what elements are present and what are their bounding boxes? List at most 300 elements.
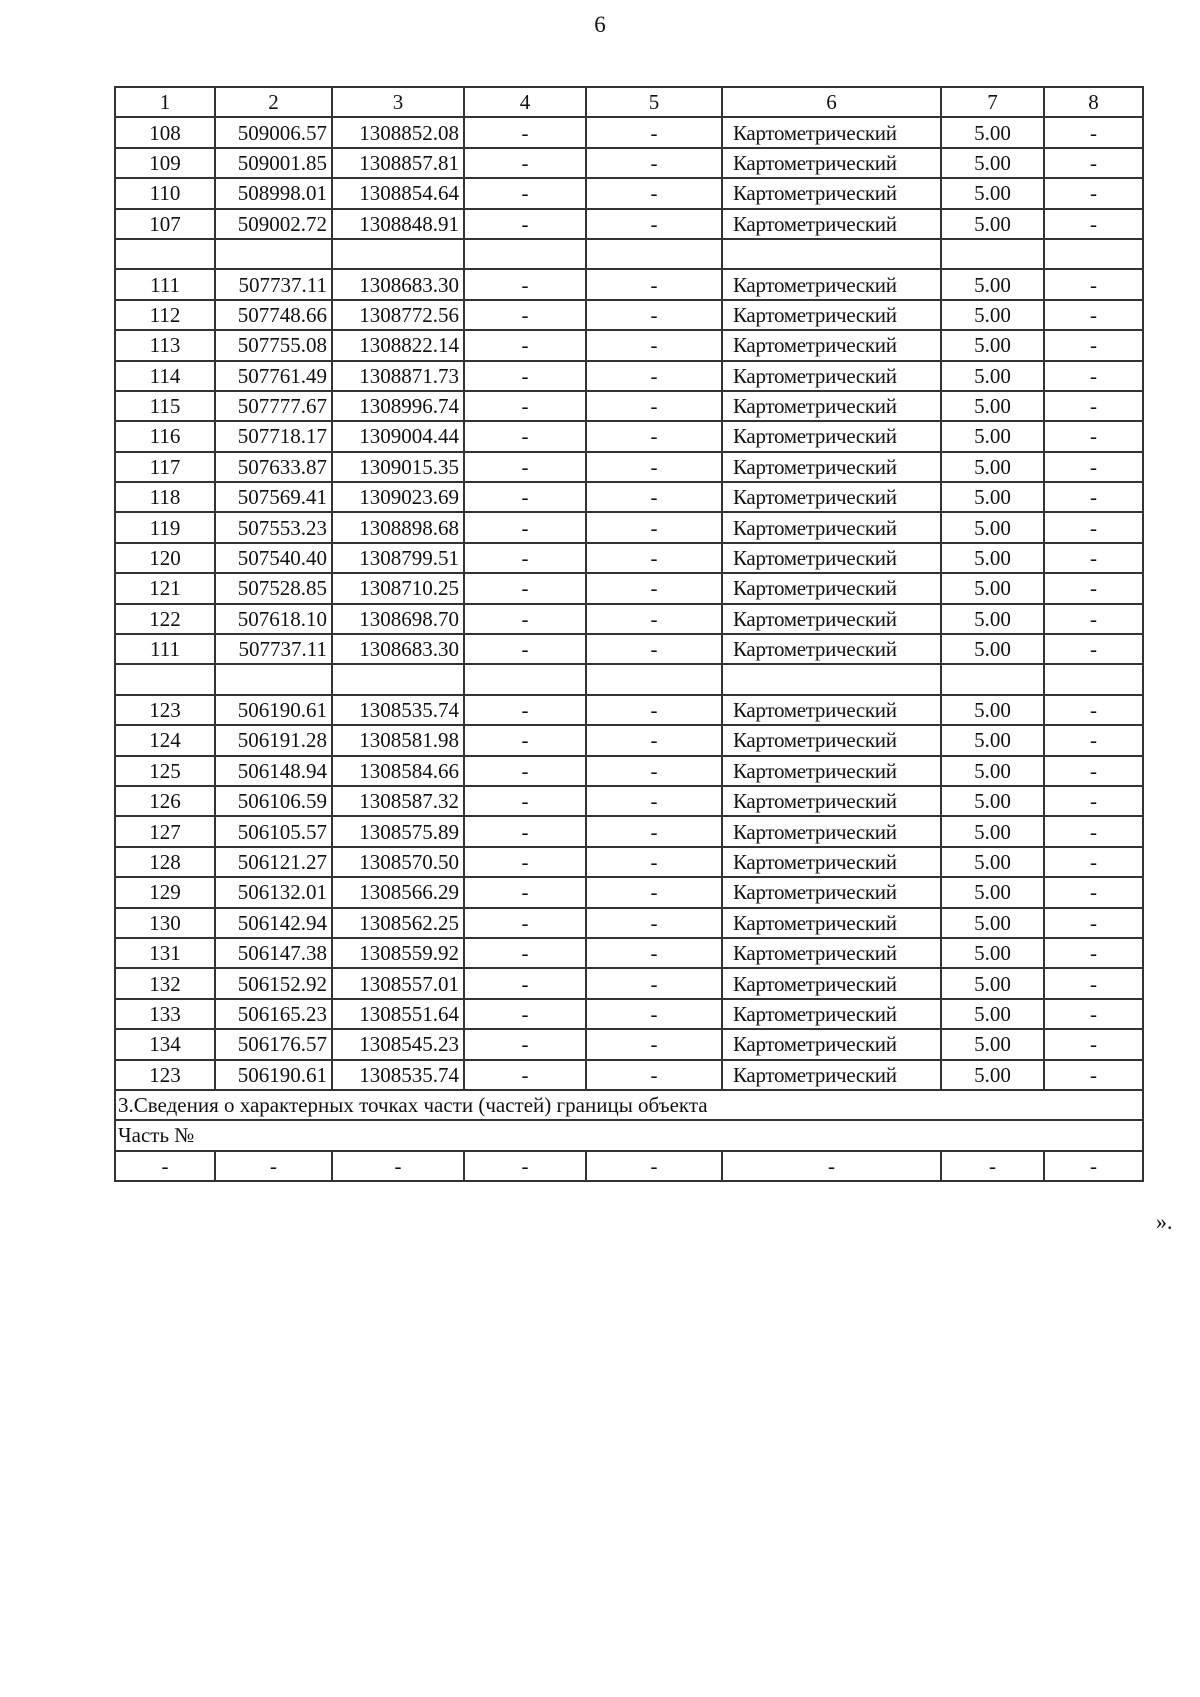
col5-cell: - bbox=[586, 999, 722, 1029]
col8-cell: - bbox=[1044, 269, 1143, 299]
x-coordinate-cell: - bbox=[215, 1151, 332, 1181]
section-row bbox=[115, 1120, 1143, 1150]
x-coordinate-cell: 507777.67 bbox=[215, 391, 332, 421]
x-coordinate-cell: 507761.49 bbox=[215, 361, 332, 391]
point-number-cell: 125 bbox=[115, 756, 215, 786]
table-row bbox=[115, 756, 1143, 786]
accuracy-cell: 5.00 bbox=[941, 482, 1044, 512]
y-coordinate-cell: 1308683.30 bbox=[332, 269, 464, 299]
accuracy-cell: 5.00 bbox=[941, 1060, 1044, 1090]
y-coordinate-cell: 1308852.08 bbox=[332, 117, 464, 147]
y-coordinate-cell: 1309023.69 bbox=[332, 482, 464, 512]
col5-cell: - bbox=[586, 1060, 722, 1090]
header-cell: 5 bbox=[586, 87, 722, 117]
method-cell: Картометрический bbox=[722, 1060, 941, 1090]
method-cell: Картометрический bbox=[722, 725, 941, 755]
col4-cell: - bbox=[464, 695, 586, 725]
x-coordinate-cell: 507540.40 bbox=[215, 543, 332, 573]
x-coordinate-cell bbox=[215, 239, 332, 269]
col8-cell: - bbox=[1044, 1060, 1143, 1090]
y-coordinate-cell: 1308822.14 bbox=[332, 330, 464, 360]
y-coordinate-cell: 1308799.51 bbox=[332, 543, 464, 573]
method-cell: Картометрический bbox=[722, 117, 941, 147]
table-row bbox=[115, 877, 1143, 907]
col4-cell: - bbox=[464, 330, 586, 360]
accuracy-cell: 5.00 bbox=[941, 178, 1044, 208]
col4-cell: - bbox=[464, 1029, 586, 1059]
point-number-cell: - bbox=[115, 1151, 215, 1181]
header-row bbox=[115, 87, 1143, 117]
accuracy-cell: 5.00 bbox=[941, 269, 1044, 299]
point-number-cell: 130 bbox=[115, 908, 215, 938]
table-row bbox=[115, 968, 1143, 998]
table-row bbox=[115, 543, 1143, 573]
x-coordinate-cell: 507737.11 bbox=[215, 269, 332, 299]
col5-cell: - bbox=[586, 209, 722, 239]
spacer-row bbox=[115, 664, 1143, 694]
table-row bbox=[115, 847, 1143, 877]
col5-cell: - bbox=[586, 877, 722, 907]
x-coordinate-cell: 507569.41 bbox=[215, 482, 332, 512]
col5-cell: - bbox=[586, 604, 722, 634]
col5-cell: - bbox=[586, 117, 722, 147]
header-cell: 1 bbox=[115, 87, 215, 117]
header-cell: 8 bbox=[1044, 87, 1143, 117]
accuracy-cell: 5.00 bbox=[941, 786, 1044, 816]
accuracy-cell: 5.00 bbox=[941, 421, 1044, 451]
col5-cell: - bbox=[586, 391, 722, 421]
accuracy-cell: 5.00 bbox=[941, 938, 1044, 968]
col8-cell: - bbox=[1044, 756, 1143, 786]
accuracy-cell: 5.00 bbox=[941, 209, 1044, 239]
table-row bbox=[115, 452, 1143, 482]
method-cell: Картометрический bbox=[722, 604, 941, 634]
col4-cell: - bbox=[464, 756, 586, 786]
point-number-cell: 119 bbox=[115, 512, 215, 542]
y-coordinate-cell: 1308683.30 bbox=[332, 634, 464, 664]
table-row bbox=[115, 1060, 1143, 1090]
accuracy-cell: 5.00 bbox=[941, 634, 1044, 664]
col4-cell: - bbox=[464, 117, 586, 147]
col8-cell: - bbox=[1044, 148, 1143, 178]
col8-cell: - bbox=[1044, 330, 1143, 360]
point-number-cell: 110 bbox=[115, 178, 215, 208]
accuracy-cell: 5.00 bbox=[941, 148, 1044, 178]
x-coordinate-cell: 508998.01 bbox=[215, 178, 332, 208]
x-coordinate-cell: 507718.17 bbox=[215, 421, 332, 451]
method-cell: Картометрический bbox=[722, 543, 941, 573]
point-number-cell: 108 bbox=[115, 117, 215, 147]
col4-cell: - bbox=[464, 452, 586, 482]
method-cell: Картометрический bbox=[722, 1029, 941, 1059]
point-number-cell: 132 bbox=[115, 968, 215, 998]
x-coordinate-cell bbox=[215, 664, 332, 694]
point-number-cell: 133 bbox=[115, 999, 215, 1029]
coordinates-table bbox=[114, 86, 1144, 1182]
table-row bbox=[115, 117, 1143, 147]
x-coordinate-cell: 506148.94 bbox=[215, 756, 332, 786]
method-cell: Картометрический bbox=[722, 999, 941, 1029]
table-row bbox=[115, 816, 1143, 846]
y-coordinate-cell: 1308857.81 bbox=[332, 148, 464, 178]
point-number-cell: 131 bbox=[115, 938, 215, 968]
point-number-cell: 120 bbox=[115, 543, 215, 573]
col5-cell: - bbox=[586, 847, 722, 877]
col5-cell bbox=[586, 239, 722, 269]
col4-cell: - bbox=[464, 816, 586, 846]
y-coordinate-cell: 1308848.91 bbox=[332, 209, 464, 239]
y-coordinate-cell: 1308996.74 bbox=[332, 391, 464, 421]
method-cell: Картометрический bbox=[722, 695, 941, 725]
col5-cell: - bbox=[586, 695, 722, 725]
col5-cell: - bbox=[586, 1151, 722, 1181]
table-body bbox=[115, 87, 1143, 1181]
y-coordinate-cell: 1308710.25 bbox=[332, 573, 464, 603]
point-number-cell bbox=[115, 239, 215, 269]
table-row bbox=[115, 421, 1143, 451]
header-cell: 6 bbox=[722, 87, 941, 117]
col4-cell: - bbox=[464, 543, 586, 573]
col8-cell: - bbox=[1044, 816, 1143, 846]
col8-cell: - bbox=[1044, 421, 1143, 451]
y-coordinate-cell: 1308557.01 bbox=[332, 968, 464, 998]
point-number-cell: 124 bbox=[115, 725, 215, 755]
col8-cell: - bbox=[1044, 938, 1143, 968]
col4-cell: - bbox=[464, 938, 586, 968]
accuracy-cell: 5.00 bbox=[941, 968, 1044, 998]
y-coordinate-cell bbox=[332, 239, 464, 269]
col8-cell: - bbox=[1044, 117, 1143, 147]
method-cell: Картометрический bbox=[722, 178, 941, 208]
col4-cell: - bbox=[464, 786, 586, 816]
method-cell: Картометрический bbox=[722, 300, 941, 330]
col4-cell: - bbox=[464, 148, 586, 178]
col5-cell: - bbox=[586, 361, 722, 391]
x-coordinate-cell: 509002.72 bbox=[215, 209, 332, 239]
table-row bbox=[115, 908, 1143, 938]
col8-cell bbox=[1044, 664, 1143, 694]
method-cell: Картометрический bbox=[722, 330, 941, 360]
col8-cell: - bbox=[1044, 908, 1143, 938]
col8-cell: - bbox=[1044, 695, 1143, 725]
col5-cell: - bbox=[586, 452, 722, 482]
x-coordinate-cell: 506121.27 bbox=[215, 847, 332, 877]
y-coordinate-cell: 1308575.89 bbox=[332, 816, 464, 846]
col5-cell: - bbox=[586, 573, 722, 603]
point-number-cell: 109 bbox=[115, 148, 215, 178]
table-row bbox=[115, 330, 1143, 360]
x-coordinate-cell: 507748.66 bbox=[215, 300, 332, 330]
table-row bbox=[115, 1151, 1143, 1181]
y-coordinate-cell: 1308698.70 bbox=[332, 604, 464, 634]
col5-cell: - bbox=[586, 968, 722, 998]
header-cell: 3 bbox=[332, 87, 464, 117]
table-row bbox=[115, 725, 1143, 755]
col8-cell: - bbox=[1044, 573, 1143, 603]
col4-cell: - bbox=[464, 361, 586, 391]
method-cell: Картометрический bbox=[722, 908, 941, 938]
table-row bbox=[115, 391, 1143, 421]
col4-cell: - bbox=[464, 209, 586, 239]
col5-cell: - bbox=[586, 908, 722, 938]
y-coordinate-cell: 1308581.98 bbox=[332, 725, 464, 755]
col4-cell: - bbox=[464, 482, 586, 512]
point-number-cell: 118 bbox=[115, 482, 215, 512]
table-row bbox=[115, 938, 1143, 968]
x-coordinate-cell: 506190.61 bbox=[215, 695, 332, 725]
col4-cell: - bbox=[464, 573, 586, 603]
col8-cell: - bbox=[1044, 209, 1143, 239]
x-coordinate-cell: 506176.57 bbox=[215, 1029, 332, 1059]
accuracy-cell: 5.00 bbox=[941, 1029, 1044, 1059]
accuracy-cell bbox=[941, 239, 1044, 269]
x-coordinate-cell: 506147.38 bbox=[215, 938, 332, 968]
col8-cell: - bbox=[1044, 452, 1143, 482]
table-row bbox=[115, 482, 1143, 512]
col8-cell: - bbox=[1044, 999, 1143, 1029]
x-coordinate-cell: 506165.23 bbox=[215, 999, 332, 1029]
method-cell bbox=[722, 239, 941, 269]
y-coordinate-cell: 1308587.32 bbox=[332, 786, 464, 816]
x-coordinate-cell: 507553.23 bbox=[215, 512, 332, 542]
header-cell: 2 bbox=[215, 87, 332, 117]
col5-cell: - bbox=[586, 543, 722, 573]
method-cell: Картометрический bbox=[722, 482, 941, 512]
col8-cell: - bbox=[1044, 847, 1143, 877]
accuracy-cell: 5.00 bbox=[941, 543, 1044, 573]
accuracy-cell: 5.00 bbox=[941, 847, 1044, 877]
table-row bbox=[115, 634, 1143, 664]
method-cell: - bbox=[722, 1151, 941, 1181]
x-coordinate-cell: 506132.01 bbox=[215, 877, 332, 907]
y-coordinate-cell: 1308854.64 bbox=[332, 178, 464, 208]
col8-cell: - bbox=[1044, 300, 1143, 330]
y-coordinate-cell: 1308535.74 bbox=[332, 695, 464, 725]
col8-cell: - bbox=[1044, 634, 1143, 664]
table-row bbox=[115, 604, 1143, 634]
col8-cell: - bbox=[1044, 361, 1143, 391]
accuracy-cell: - bbox=[941, 1151, 1044, 1181]
accuracy-cell bbox=[941, 664, 1044, 694]
accuracy-cell: 5.00 bbox=[941, 117, 1044, 147]
table-row bbox=[115, 300, 1143, 330]
col4-cell bbox=[464, 239, 586, 269]
col5-cell: - bbox=[586, 725, 722, 755]
col4-cell: - bbox=[464, 512, 586, 542]
method-cell: Картометрический bbox=[722, 968, 941, 998]
col8-cell: - bbox=[1044, 968, 1143, 998]
col8-cell: - bbox=[1044, 786, 1143, 816]
method-cell: Картометрический bbox=[722, 269, 941, 299]
accuracy-cell: 5.00 bbox=[941, 330, 1044, 360]
method-cell: Картометрический bbox=[722, 938, 941, 968]
table-row bbox=[115, 512, 1143, 542]
accuracy-cell: 5.00 bbox=[941, 361, 1044, 391]
col4-cell: - bbox=[464, 269, 586, 299]
method-cell: Картометрический bbox=[722, 391, 941, 421]
table-row bbox=[115, 999, 1143, 1029]
x-coordinate-cell: 507528.85 bbox=[215, 573, 332, 603]
section-cell: Часть № bbox=[115, 1120, 1143, 1150]
col5-cell: - bbox=[586, 330, 722, 360]
y-coordinate-cell bbox=[332, 664, 464, 694]
y-coordinate-cell: 1308584.66 bbox=[332, 756, 464, 786]
point-number-cell: 129 bbox=[115, 877, 215, 907]
accuracy-cell: 5.00 bbox=[941, 604, 1044, 634]
method-cell: Картометрический bbox=[722, 361, 941, 391]
point-number-cell: 123 bbox=[115, 695, 215, 725]
col8-cell: - bbox=[1044, 178, 1143, 208]
method-cell: Картометрический bbox=[722, 209, 941, 239]
point-number-cell: 111 bbox=[115, 269, 215, 299]
point-number-cell: 113 bbox=[115, 330, 215, 360]
section-row bbox=[115, 1090, 1143, 1120]
y-coordinate-cell: 1308562.25 bbox=[332, 908, 464, 938]
point-number-cell: 128 bbox=[115, 847, 215, 877]
method-cell: Картометрический bbox=[722, 512, 941, 542]
table-row bbox=[115, 269, 1143, 299]
point-number-cell: 127 bbox=[115, 816, 215, 846]
col5-cell: - bbox=[586, 756, 722, 786]
table-row bbox=[115, 209, 1143, 239]
point-number-cell: 112 bbox=[115, 300, 215, 330]
y-coordinate-cell: 1308570.50 bbox=[332, 847, 464, 877]
method-cell: Картометрический bbox=[722, 452, 941, 482]
accuracy-cell: 5.00 bbox=[941, 452, 1044, 482]
header-cell: 4 bbox=[464, 87, 586, 117]
point-number-cell: 122 bbox=[115, 604, 215, 634]
method-cell: Картометрический bbox=[722, 786, 941, 816]
col5-cell: - bbox=[586, 269, 722, 299]
y-coordinate-cell: 1308772.56 bbox=[332, 300, 464, 330]
accuracy-cell: 5.00 bbox=[941, 756, 1044, 786]
col4-cell: - bbox=[464, 604, 586, 634]
table-row bbox=[115, 178, 1143, 208]
col5-cell: - bbox=[586, 1029, 722, 1059]
method-cell bbox=[722, 664, 941, 694]
point-number-cell: 121 bbox=[115, 573, 215, 603]
y-coordinate-cell: - bbox=[332, 1151, 464, 1181]
x-coordinate-cell: 507618.10 bbox=[215, 604, 332, 634]
method-cell: Картометрический bbox=[722, 573, 941, 603]
accuracy-cell: 5.00 bbox=[941, 816, 1044, 846]
col8-cell: - bbox=[1044, 1151, 1143, 1181]
table-row bbox=[115, 148, 1143, 178]
y-coordinate-cell: 1308566.29 bbox=[332, 877, 464, 907]
col8-cell: - bbox=[1044, 877, 1143, 907]
x-coordinate-cell: 509006.57 bbox=[215, 117, 332, 147]
col4-cell: - bbox=[464, 178, 586, 208]
closing-quote: ». bbox=[1156, 1209, 1173, 1234]
table-row bbox=[115, 786, 1143, 816]
y-coordinate-cell: 1308559.92 bbox=[332, 938, 464, 968]
point-number-cell: 126 bbox=[115, 786, 215, 816]
col4-cell: - bbox=[464, 634, 586, 664]
col4-cell: - bbox=[464, 300, 586, 330]
x-coordinate-cell: 506152.92 bbox=[215, 968, 332, 998]
point-number-cell: 134 bbox=[115, 1029, 215, 1059]
col5-cell bbox=[586, 664, 722, 694]
x-coordinate-cell: 509001.85 bbox=[215, 148, 332, 178]
point-number-cell: 115 bbox=[115, 391, 215, 421]
y-coordinate-cell: 1309004.44 bbox=[332, 421, 464, 451]
x-coordinate-cell: 507633.87 bbox=[215, 452, 332, 482]
col4-cell bbox=[464, 664, 586, 694]
col5-cell: - bbox=[586, 482, 722, 512]
col5-cell: - bbox=[586, 512, 722, 542]
y-coordinate-cell: 1308898.68 bbox=[332, 512, 464, 542]
accuracy-cell: 5.00 bbox=[941, 573, 1044, 603]
accuracy-cell: 5.00 bbox=[941, 300, 1044, 330]
col8-cell: - bbox=[1044, 725, 1143, 755]
x-coordinate-cell: 506106.59 bbox=[215, 786, 332, 816]
col4-cell: - bbox=[464, 999, 586, 1029]
col5-cell: - bbox=[586, 300, 722, 330]
col5-cell: - bbox=[586, 148, 722, 178]
point-number-cell: 114 bbox=[115, 361, 215, 391]
col4-cell: - bbox=[464, 391, 586, 421]
point-number-cell: 116 bbox=[115, 421, 215, 451]
col4-cell: - bbox=[464, 908, 586, 938]
y-coordinate-cell: 1308551.64 bbox=[332, 999, 464, 1029]
col4-cell: - bbox=[464, 1060, 586, 1090]
y-coordinate-cell: 1308545.23 bbox=[332, 1029, 464, 1059]
point-number-cell: 123 bbox=[115, 1060, 215, 1090]
y-coordinate-cell: 1308535.74 bbox=[332, 1060, 464, 1090]
x-coordinate-cell: 507737.11 bbox=[215, 634, 332, 664]
col5-cell: - bbox=[586, 816, 722, 846]
point-number-cell: 117 bbox=[115, 452, 215, 482]
point-number-cell bbox=[115, 664, 215, 694]
method-cell: Картометрический bbox=[722, 756, 941, 786]
col4-cell: - bbox=[464, 1151, 586, 1181]
col5-cell: - bbox=[586, 421, 722, 451]
method-cell: Картометрический bbox=[722, 148, 941, 178]
col5-cell: - bbox=[586, 634, 722, 664]
col8-cell: - bbox=[1044, 604, 1143, 634]
table-row bbox=[115, 695, 1143, 725]
col8-cell: - bbox=[1044, 512, 1143, 542]
point-number-cell: 111 bbox=[115, 634, 215, 664]
col4-cell: - bbox=[464, 877, 586, 907]
table-row bbox=[115, 361, 1143, 391]
col8-cell: - bbox=[1044, 1029, 1143, 1059]
method-cell: Картометрический bbox=[722, 877, 941, 907]
method-cell: Картометрический bbox=[722, 816, 941, 846]
accuracy-cell: 5.00 bbox=[941, 908, 1044, 938]
col8-cell: - bbox=[1044, 543, 1143, 573]
accuracy-cell: 5.00 bbox=[941, 877, 1044, 907]
x-coordinate-cell: 506142.94 bbox=[215, 908, 332, 938]
col4-cell: - bbox=[464, 725, 586, 755]
accuracy-cell: 5.00 bbox=[941, 391, 1044, 421]
method-cell: Картометрический bbox=[722, 421, 941, 451]
col5-cell: - bbox=[586, 786, 722, 816]
x-coordinate-cell: 506105.57 bbox=[215, 816, 332, 846]
y-coordinate-cell: 1308871.73 bbox=[332, 361, 464, 391]
accuracy-cell: 5.00 bbox=[941, 725, 1044, 755]
table-row bbox=[115, 1029, 1143, 1059]
accuracy-cell: 5.00 bbox=[941, 999, 1044, 1029]
col4-cell: - bbox=[464, 968, 586, 998]
point-number-cell: 107 bbox=[115, 209, 215, 239]
col5-cell: - bbox=[586, 178, 722, 208]
accuracy-cell: 5.00 bbox=[941, 695, 1044, 725]
table-row bbox=[115, 573, 1143, 603]
col4-cell: - bbox=[464, 421, 586, 451]
header-cell: 7 bbox=[941, 87, 1044, 117]
x-coordinate-cell: 506191.28 bbox=[215, 725, 332, 755]
